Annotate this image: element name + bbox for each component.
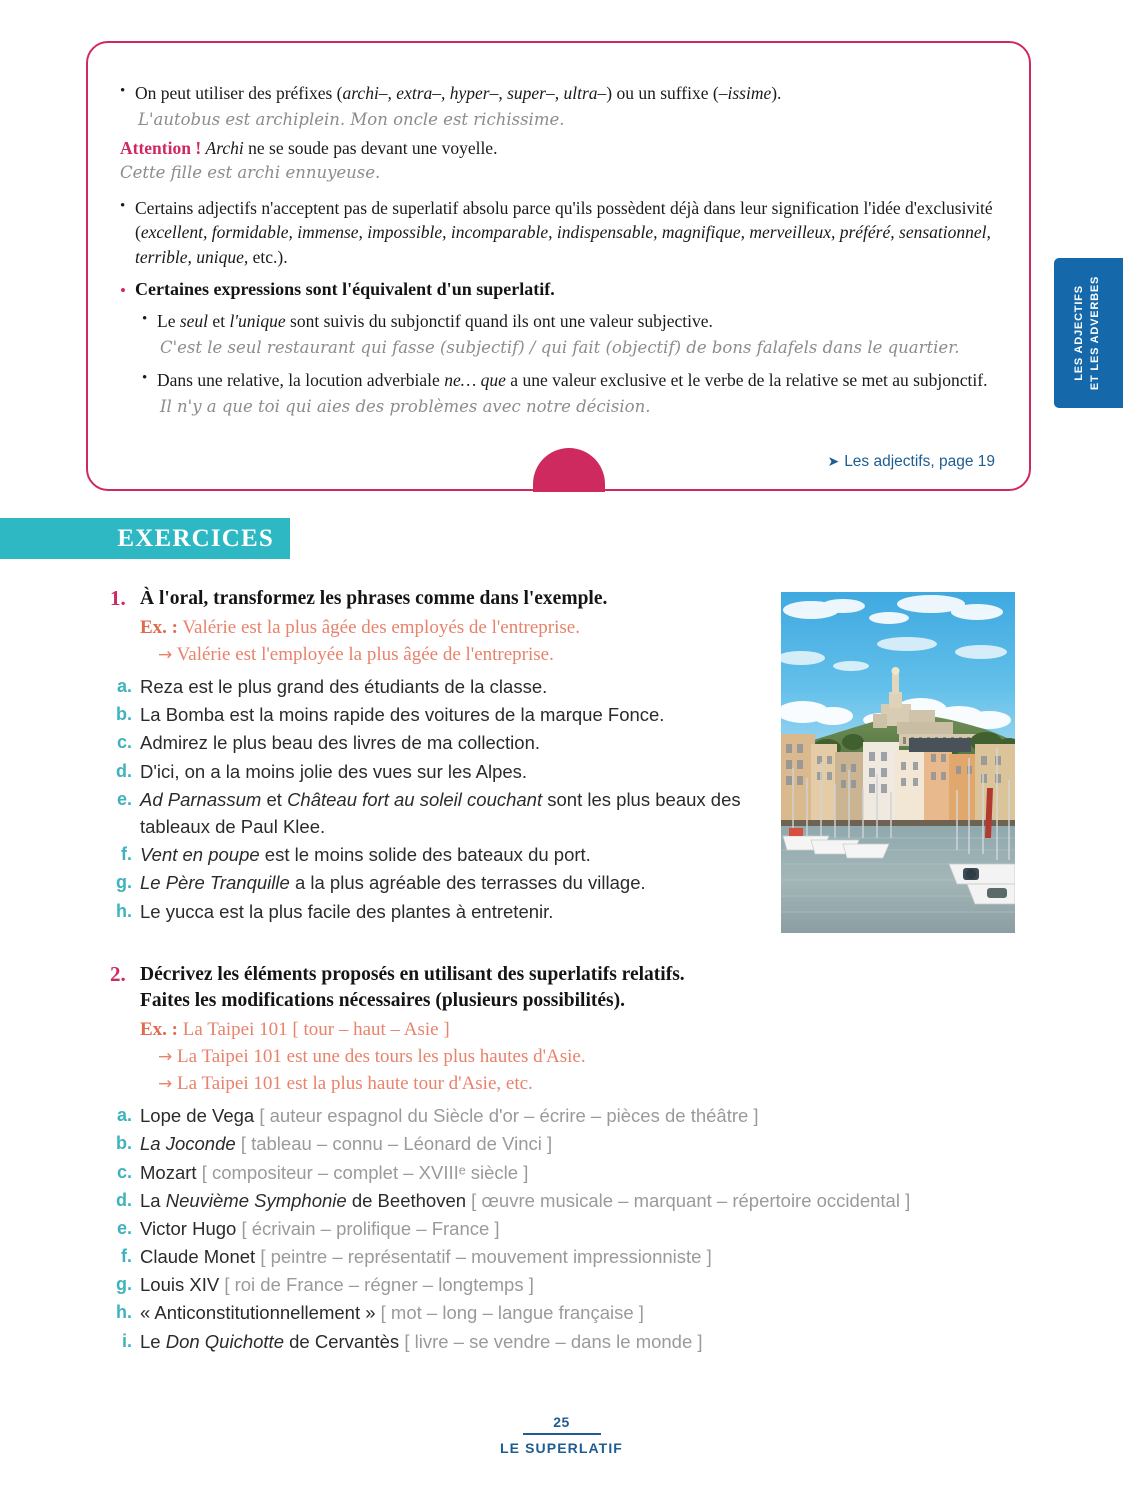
item-subject-pre: Le: [140, 1330, 166, 1352]
sub1-before: Le: [157, 311, 180, 332]
list-item: [110, 1299, 1010, 1326]
item-letter: i.: [121, 1330, 132, 1351]
item-title-italic-2: Château fort au soleil couchant: [287, 788, 543, 810]
list-item: [110, 1328, 1010, 1355]
sub2-before: Dans une relative, la locution adverbiale: [157, 369, 445, 390]
arrow-right-icon: →: [158, 645, 173, 666]
arrow-right-icon: →: [158, 1074, 173, 1095]
rule-example-2: Cette fille est archi ennuyeuse.: [120, 162, 381, 182]
item-text: Reza est le plus grand des étudiants de la classe.: [140, 676, 548, 698]
side-tab-line1: LES ADJECTIFS: [1073, 285, 1086, 381]
exercise-2: [110, 962, 1010, 1356]
list-item: [110, 786, 790, 840]
exercise-1-number: 1.: [110, 586, 126, 610]
exercise-2-title: [140, 962, 1010, 1014]
list-item: [110, 1215, 1010, 1242]
list-item: [110, 1130, 1010, 1157]
item-bracket: [ compositeur – complet – XVIIIᵉ siècle ]: [201, 1161, 529, 1183]
sub1-italic-seul: seul: [179, 311, 209, 332]
item-title-italic: Vent en poupe: [140, 844, 260, 866]
exercise-1-example-answer-text: Valérie est l'employée la plus âgée de l'entreprise.: [176, 644, 554, 666]
subrule-ne-que-text: [157, 368, 999, 393]
item-text: La Bomba est la moins rapide des voitures de la marque Fonce.: [140, 704, 665, 726]
exercise-2-items: [110, 1102, 1010, 1355]
list-item: [110, 1159, 1010, 1186]
exercise-2-number: 2.: [110, 962, 126, 986]
exercise-1-heading: [110, 586, 790, 612]
attention-rest: ne se soude pas devant une voyelle.: [243, 137, 498, 158]
item-bracket: [ mot – long – langue française ]: [380, 1302, 644, 1324]
item-bracket: [ peintre – représentatif – mouvement impressionniste ]: [260, 1246, 712, 1268]
item-text: [140, 869, 790, 896]
item-bracket: [ auteur espagnol du Siècle d'or – écrire – pièces de théâtre ]: [259, 1105, 759, 1127]
item-letter: e.: [116, 1217, 132, 1238]
item-text: Le yucca est la plus facile des plantes à entretenir.: [140, 900, 554, 922]
bullet-dot-icon: •: [120, 197, 126, 214]
item-text: [140, 786, 790, 840]
rule-prefix-before: On peut utiliser des préfixes (: [135, 83, 343, 103]
rule-example-1: L'autobus est archiplein. Mon oncle est richissime.: [138, 109, 565, 129]
bullet-dot-pink-icon: •: [120, 281, 126, 301]
item-letter: f.: [121, 1246, 132, 1267]
item-letter: g.: [116, 872, 132, 893]
exercise-2-answer-2-text: La Taipei 101 est la plus haute tour d'Asie, etc.: [177, 1073, 533, 1095]
list-item: [110, 1187, 1010, 1214]
bullet-dot-icon: •: [142, 369, 148, 386]
side-tab-label: [1073, 276, 1105, 390]
list-item: [110, 841, 790, 868]
item-tail: a la plus agréable des terrasses du village.: [289, 872, 646, 894]
rule-subsection-seul-unique: [142, 309, 999, 419]
item-subject: Lope de Vega: [140, 1105, 255, 1127]
item-subject-pre: La: [140, 1189, 166, 1211]
item-subject: Victor Hugo: [140, 1217, 237, 1239]
cross-reference-link[interactable]: [827, 453, 995, 471]
exercise-2-title-line1: Décrivez les éléments proposés en utilisant des superlatifs relatifs.: [140, 964, 685, 985]
item-text: [140, 1299, 1010, 1326]
sub1-after: sont suivis du subjonctif quand ils ont une valeur subjective.: [285, 311, 713, 332]
item-subject-post: de Cervantès: [283, 1330, 400, 1352]
rule-text-expressions: Certaines expressions sont l'équivalent d'un superlatif.: [135, 279, 555, 300]
subrule-seul-text: [157, 309, 999, 334]
footer-chapter-title: LE SUPERLATIF: [500, 1440, 623, 1456]
item-subject-italic: Neuvième Symphonie: [165, 1189, 347, 1211]
photo-illustration: [781, 592, 1015, 933]
cross-reference-text: Les adjectifs, page 19: [844, 453, 995, 470]
rule-text-exclusivity: [135, 196, 999, 271]
exercise-2-example-answer-2: [158, 1071, 1010, 1098]
sub2-after-line2: au subjonctif.: [892, 369, 988, 390]
sub2-after-line1: a une valeur exclusive et le verbe de la relative se met: [505, 369, 888, 390]
attention-italic-word: Archi: [205, 137, 244, 158]
exercise-1-title: À l'oral, transformez les phrases comme dans l'exemple.: [140, 588, 608, 609]
list-item: [110, 758, 790, 785]
item-bracket: [ livre – se vendre – dans le monde ]: [404, 1330, 703, 1352]
item-letter: c.: [116, 1161, 132, 1182]
item-title-italic: Le Père Tranquille: [140, 872, 290, 894]
rule-text-prefixes: [135, 81, 999, 106]
item-letter: h.: [116, 900, 132, 921]
arrow-right-icon: →: [158, 1047, 173, 1068]
item-bracket: [ écrivain – prolifique – France ]: [241, 1217, 500, 1239]
item-subject-post: de Beethoven: [346, 1189, 467, 1211]
side-tab-line2: ET LES ADVERBES: [1089, 275, 1102, 391]
bullet-dot-icon: •: [142, 311, 148, 328]
list-item: [110, 869, 790, 896]
list-item: [110, 729, 790, 756]
item-text: [140, 1328, 1010, 1355]
item-subject: Louis XIV: [140, 1274, 220, 1296]
exercise-1-example-answer: [158, 642, 790, 669]
rule-bullet-prefixes: [120, 81, 999, 106]
exercise-2-example-answer-1: [158, 1044, 1010, 1071]
rule-suffix: –issime: [718, 83, 772, 103]
footer-divider: [523, 1433, 601, 1435]
item-letter: f.: [121, 844, 132, 865]
rule-prefix-mid: ) ou un suffixe (: [606, 83, 719, 103]
exercices-banner-label: EXERCICES: [117, 524, 274, 552]
exercise-1-example-label: Ex. :: [140, 617, 178, 639]
exclusivity-line2-before: l'idée d'exclusivité (: [135, 197, 993, 243]
rule-bullet-expressions: [120, 279, 999, 303]
item-text: D'ici, on a la moins jolie des vues sur les Alpes.: [140, 760, 528, 782]
subrule-seul-example: C'est le seul restaurant qui fasse (subjectif) / qui fait (objectif) de bons falafels dans le quartier.: [160, 338, 960, 358]
item-letter: a.: [116, 1105, 132, 1126]
exercise-2-example: [140, 1017, 1010, 1044]
exclusivity-adjectives-b: magnifique, merveilleux, préféré, sensationnel, terrible, unique,: [135, 222, 991, 268]
item-subject: Mozart: [140, 1161, 197, 1183]
subrule-ne-que-example: Il n'y a que toi qui aies des problèmes avec notre décision.: [160, 396, 651, 416]
section-side-tab: [1054, 258, 1123, 408]
subrule-seul-unique: [142, 309, 999, 334]
item-letter: b.: [116, 704, 132, 725]
rule-prefix-after: ).: [771, 83, 782, 103]
exclusivity-adjectives-a: excellent, formidable, immense, impossible, incomparable, indispensable,: [140, 222, 658, 243]
exercise-1-example: [140, 615, 790, 642]
item-subject-italic: La Joconde: [140, 1133, 236, 1155]
list-item: [110, 673, 790, 700]
item-text: [140, 841, 790, 868]
grammar-rules-box: [86, 41, 1031, 491]
exclusivity-line1: Certains adjectifs n'acceptent pas de superlatif absolu parce qu'ils possèdent déjà dans leur signification: [135, 197, 860, 218]
exercise-2-answer-1-text: La Taipei 101 est une des tours les plus hautes d'Asie.: [177, 1046, 586, 1068]
item-text: [140, 1215, 1010, 1242]
attention-note: [120, 136, 999, 161]
item-tail: sont les plus beaux des tableaux de Paul Klee.: [140, 788, 741, 837]
exercise-2-heading: [110, 962, 1010, 1014]
exercise-2-title-line2: Faites les modifications nécessaires (plusieurs possibilités).: [140, 990, 625, 1012]
item-subject: « Anticonstitutionnellement »: [140, 1302, 376, 1324]
item-text: [140, 1187, 1010, 1214]
rule-prefix-list: archi–, extra–, hyper–, super–, ultra–: [342, 83, 607, 103]
subrule-ne-que: [142, 368, 999, 393]
list-item: [110, 1271, 1010, 1298]
list-item: [110, 701, 790, 728]
exercise-1: [110, 586, 790, 926]
item-bracket: [ tableau – connu – Léonard de Vinci ]: [240, 1133, 553, 1155]
item-text: [140, 1271, 1010, 1298]
item-tail: est le moins solide des bateaux du port.: [259, 844, 591, 866]
item-subject-italic: Don Quichotte: [165, 1330, 284, 1352]
item-bracket: [ roi de France – régner – longtemps ]: [224, 1274, 534, 1296]
item-letter: h.: [116, 1302, 132, 1323]
list-item: [110, 1243, 1010, 1270]
item-text: [140, 1159, 1010, 1186]
item-connector: et: [261, 788, 288, 810]
item-text: [140, 1102, 1010, 1129]
item-letter: g.: [116, 1274, 132, 1295]
sub2-italic-ne-que: ne… que: [444, 369, 506, 390]
exercise-2-example-text: La Taipei 101 [ tour – haut – Asie ]: [182, 1019, 450, 1041]
item-letter: a.: [116, 676, 132, 697]
exercise-1-items: [110, 673, 790, 925]
sub1-mid: et: [208, 311, 230, 332]
item-text: Admirez le plus beau des livres de ma collection.: [140, 732, 540, 754]
exercise-1-example-text: Valérie est la plus âgée des employés de l'entreprise.: [182, 617, 580, 639]
bullet-dot-icon: •: [120, 83, 126, 99]
exclusivity-after: etc.).: [248, 247, 288, 268]
exercices-banner: [0, 518, 290, 559]
item-subject: Claude Monet: [140, 1246, 256, 1268]
page-footer: [0, 1414, 1123, 1456]
item-letter: d.: [116, 760, 132, 781]
item-letter: b.: [116, 1133, 132, 1154]
sub1-italic-unique: l'unique: [229, 311, 286, 332]
item-title-italic: Ad Parnassum: [140, 788, 262, 810]
item-letter: e.: [116, 788, 132, 809]
item-bracket: [ œuvre musicale – marquant – répertoire occidental ]: [471, 1189, 911, 1211]
page-number: 25: [553, 1414, 570, 1430]
exercise-2-example-label: Ex. :: [140, 1019, 178, 1041]
item-text: [140, 1243, 1010, 1270]
item-letter: c.: [116, 732, 132, 753]
list-item: [110, 898, 790, 925]
item-letter: d.: [116, 1189, 132, 1210]
rule-bullet-exclusivity: [120, 196, 999, 271]
item-text: [140, 1130, 1010, 1157]
arrow-right-icon: ➤: [827, 453, 840, 469]
attention-label: Attention !: [120, 137, 202, 158]
marseille-harbour-photo: [781, 592, 1015, 933]
list-item: [110, 1102, 1010, 1129]
